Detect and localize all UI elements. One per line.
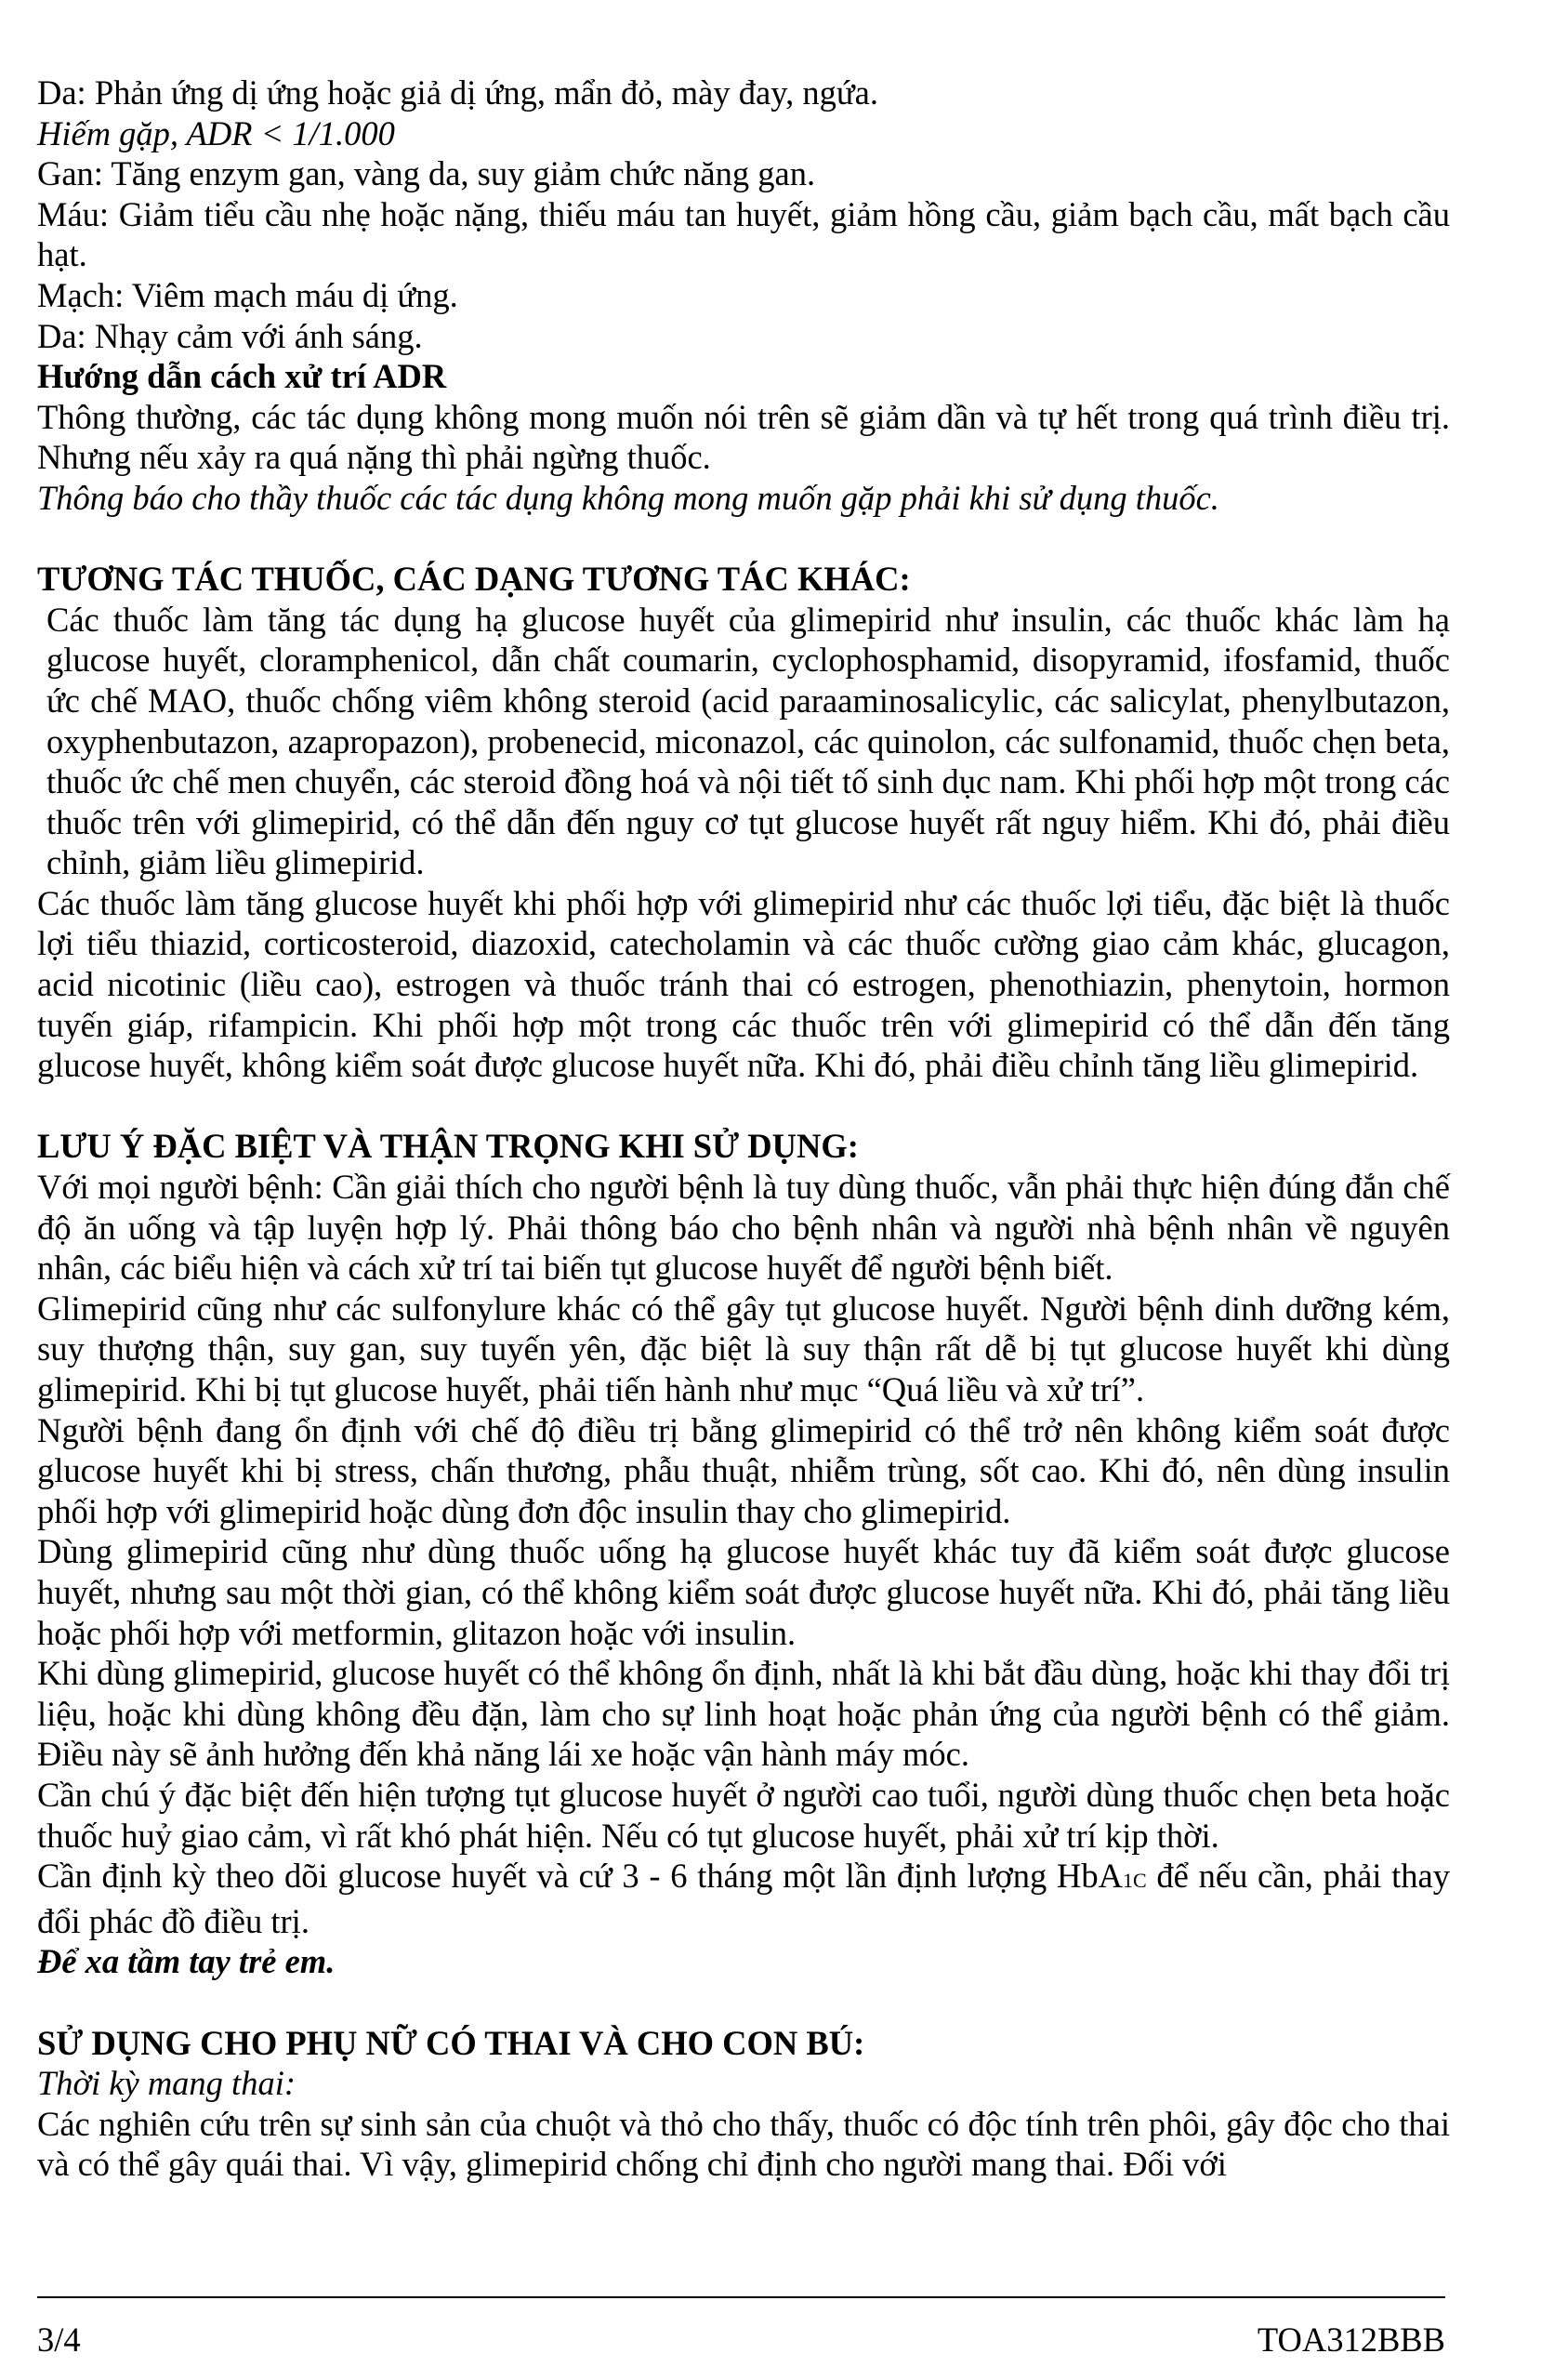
spacer <box>37 1982 1450 2023</box>
precautions-heading: LƯU Ý ĐẶC BIỆT VÀ THẬN TRỌNG KHI SỬ DỤNG: <box>37 1127 859 1166</box>
keep-away-warning: Để xa tầm tay trẻ em. <box>37 1942 336 1981</box>
adr-blood-line: Máu: Giảm tiểu cầu nhẹ hoặc nặng, thiếu máu tan huyết, giảm hồng cầu, giảm bạch cầu, mất bạch cầu hạt. <box>37 194 1450 274</box>
spacer <box>37 519 1450 560</box>
adr-vessel-line: Mạch: Viêm mạch máu dị ứng. <box>37 275 458 314</box>
pregnancy-heading: SỬ DỤNG CHO PHỤ NỮ CÓ THAI VÀ CHO CON BÚ: <box>37 2023 865 2062</box>
precautions-para-3: Người bệnh đang ổn định với chế độ điều trị bằng glimepirid có thể trở nên không kiểm soát được glucose huyết khi bị stress, chấn thương, phẫu thuật, nhiễm trùng, sốt cao. Khi đó, nên dùng insulin phối hợp với glimepirid hoặc dùng đơn độc insulin thay cho glimepirid. <box>37 1410 1450 1530</box>
precautions-para-1: Với mọi người bệnh: Cần giải thích cho người bệnh là tuy dùng thuốc, vẫn phải thực hiện đúng đắn chế độ ăn uống và tập luyện hợp lý. Phải thông báo cho bệnh nhân và người nhà bệnh nhân về nguyên nhân, các biểu hiện và cách xử trí tai biến tụt glucose huyết để người bệnh biết. <box>37 1168 1450 1288</box>
interactions-heading: TƯƠNG TÁC THUỐC, CÁC DẠNG TƯƠNG TÁC KHÁC: <box>37 560 911 599</box>
adr-guide-text: Thông thường, các tác dụng không mong muốn nói trên sẽ giảm dần và tự hết trong quá trình điều trị. Nhưng nếu xảy ra quá nặng thì phải ngừng thuốc. <box>37 397 1450 477</box>
adr-guide-heading: Hướng dẫn cách xử trí ADR <box>37 357 447 396</box>
interactions-para-2: Các thuốc làm tăng glucose huyết khi phối hợp với glimepirid như các thuốc lợi tiểu, đặc biệt là thuốc lợi tiểu thiazid, corticosteroid, diazoxid, catecholamin và các thuốc cường giao cảm khác, glucagon, acid nicotinic (liều cao), estrogen và thuốc tránh thai có estrogen, phenothiazin, phenytoin, hormon tuyến giáp, rifampicin. Khi phối hợp một trong các thuốc trên với glimepirid có thể dẫn đến tăng glucose huyết, không kiểm soát được glucose huyết nữa. Khi đó, phải điều chỉnh tăng liều glimepirid. <box>37 883 1450 1085</box>
interactions-para-1: Các thuốc làm tăng tác dụng hạ glucose huyết của glimepirid như insulin, các thuốc khác làm hạ glucose huyết, cloramphenicol, dẫn chất coumarin, cyclophosphamid, disopyramid, ifosfamid, thuốc ức chế MAO, thuốc chống viêm không steroid (acid paraaminosalicylic, các salicylat, phenylbutazon, oxyphenbutazon, azapropazon), probenecid, miconazol, các quinolon, các sulfonamid, thuốc chẹn beta, thuốc ức chế men chuyển, các steroid đồng hoá và nội tiết tố sinh dục nam. Khi phối hợp một trong các thuốc trên với glimepirid, có thể dẫn đến nguy cơ tụt glucose huyết rất nguy hiểm. Khi đó, phải điều chỉnh, giảm liều glimepirid. <box>46 600 1450 882</box>
pregnancy-sub-heading: Thời kỳ mang thai: <box>37 2064 296 2103</box>
pregnancy-para-1: Các nghiên cứu trên sự sinh sản của chuột và thỏ cho thấy, thuốc có độc tính trên phôi, gây độc cho thai và có thể gây quái thai. Vì vậy, glimepirid chống chỉ định cho người mang thai. Đối với <box>37 2104 1450 2184</box>
precautions-para-4: Dùng glimepirid cũng như dùng thuốc uống hạ glucose huyết khác tuy đã kiểm soát được glucose huyết, nhưng sau một thời gian, có thể không kiểm soát được glucose huyết nữa. Khi đó, phải tăng liều hoặc phối hợp với metformin, glitazon hoặc với insulin. <box>37 1532 1450 1652</box>
precautions-para-6: Cần chú ý đặc biệt đến hiện tượng tụt glucose huyết ở người cao tuổi, người dùng thuốc chẹn beta hoặc thuốc huỷ giao cảm, vì rất khó phát hiện. Nếu có tụt glucose huyết, phải xử trí kịp thời. <box>37 1775 1450 1855</box>
precautions-para-7 <box>37 1856 1450 1941</box>
footer-divider <box>37 2296 1445 2298</box>
adr-notify-text: Thông báo cho thầy thuốc các tác dụng không mong muốn gặp phải khi sử dụng thuốc. <box>37 478 1219 517</box>
spacer <box>37 1086 1450 1127</box>
document-page <box>37 73 1450 2185</box>
para-7-text: Cần định kỳ theo dõi glucose huyết và cứ 3 - 6 tháng một lần định lượng HbA <box>37 1857 1123 1896</box>
adr-liver-line: Gan: Tăng enzym gan, vàng da, suy giảm chức năng gan. <box>37 154 816 193</box>
rare-heading: Hiếm gặp, ADR < 1/1.000 <box>37 113 395 152</box>
para-7-text-end: để nếu cần, phải thay đổi phác đồ điều trị. <box>37 1857 1451 1940</box>
adr-skin-line: Da: Phản ứng dị ứng hoặc giả dị ứng, mẩn đỏ, mày đay, ngứa. <box>37 73 878 112</box>
page-number: 3/4 <box>37 2320 81 2359</box>
precautions-para-2: Glimepirid cũng như các sulfonylure khác có thể gây tụt glucose huyết. Người bệnh dinh dưỡng kém, suy thượng thận, suy gan, suy tuyến yên, đặc biệt là suy thận rất dễ bị tụt glucose huyết khi dùng glimepirid. Khi bị tụt glucose huyết, phải tiến hành như mục “Quá liều và xử trí”. <box>37 1289 1450 1408</box>
document-code: TOA312BBB <box>1257 2320 1445 2359</box>
precautions-para-5: Khi dùng glimepirid, glucose huyết có thể không ổn định, nhất là khi bắt đầu dùng, hoặc khi thay đổi trị liệu, hoặc khi dùng không đều đặn, làm cho sự linh hoạt hoặc phản ứng của người bệnh có thể giảm. Điều này sẽ ảnh hưởng đến khả năng lái xe hoặc vận hành máy móc. <box>37 1654 1450 1774</box>
hba1c-subscript: 1C <box>1123 1869 1147 1893</box>
adr-skin2-line: Da: Nhạy cảm với ánh sáng. <box>37 316 423 355</box>
page-footer <box>37 2320 1445 2360</box>
